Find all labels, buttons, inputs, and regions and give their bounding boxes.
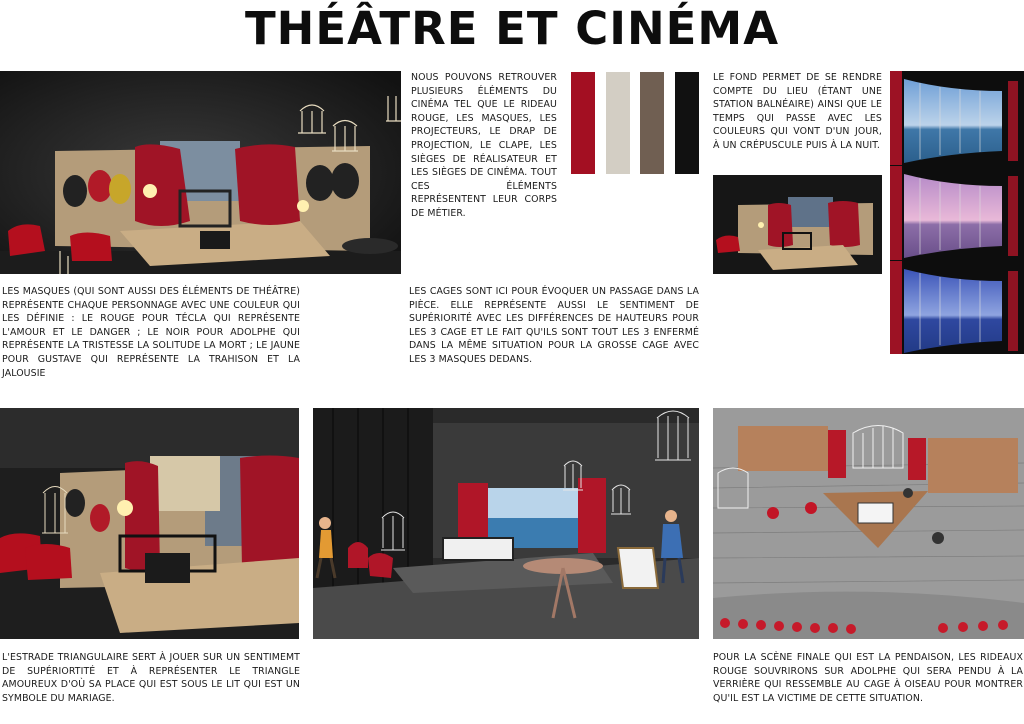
palette-swatch-brown (640, 72, 664, 174)
estrade-text: L'ESTRADE TRIANGULAIRE SERT À JOUER SUR UN SENTIMEMT DE SUPÉRIORTITÉ ET À REPRÉSENTER LE TRIANGLE AMOUREUX D'OÙ SA PLACE QUI EST SOUS LE LIT QUI EST UN SYMBOLE DU MARIAGE. (2, 652, 300, 704)
maquette-photo-small (713, 175, 882, 274)
masks-text: LES MASQUES (QUI SONT AUSSI DES ÉLÉMENTS DE THÉÂTRE) REPRÉSENTE CHAQUE PERSONNAGE AVEC UNE COULEUR QUI LES DÉFINIE : LE ROUGE POUR TÉCLA QUI REPRÉSENTE L'AMOUR ET LE DANGER ; LE NOIR POUR ADOLPHE QUI REPRÉSENTE LA TRISTESSE LA SOLITUDE LA MORT ; LE JAUNE POUR GUSTAVE QUI REPRÉSENTE LA TRAHISON ET LA JALOUSIE (2, 286, 300, 379)
palette-swatch-red (571, 72, 595, 174)
render-3d-photo (313, 408, 699, 639)
sketch-drawing (713, 408, 1024, 639)
palette-swatch-black (675, 72, 699, 174)
cages-text: LES CAGES SONT ICI POUR ÉVOQUER UN PASSAGE DANS LA PIÈCE. ELLE REPRÉSENTE AUSSI LE SENTIMENT DE SUPÉRIORITÉ AVEC LES DIFFÉRENCES DE HAUTEURS POUR LES 3 CAGE ET LE FAIT QU'ILS SONT TOUT LES 3 ENFERMÉ DANS LA MÊME SITUATION POUR LA GROSSE CAGE AVEC LES 3 MASQUES DEDANS. (409, 286, 699, 365)
page-title: THÉÂTRE ET CINÉMA (244, 2, 780, 55)
maquette-photo-estrade (0, 408, 299, 639)
intro-text: NOUS POUVONS RETROUVER PLUSIEURS ÉLÉMENTS DU CINÉMA TEL QUE LE RIDEAU ROUGE, LES MASQUES, LES PROJECTEURS, LE DRAP DE PROJECTION, LE CLAPE, LES SIÈGES DE RÉALISATEUR ET LES SIÈGES DE CINÉMA. TOUT CES ÉLÉMENTS REPRÉSENTENT LEUR CORPS DE MÉTIER. (411, 72, 557, 219)
backdrop-time-sequence (890, 71, 1024, 354)
palette-swatch-beige (606, 72, 630, 174)
background-text: LE FOND PERMET DE SE RENDRE COMPTE DU LIEU (ÉTANT UNE STATION BALNÉAIRE) AINSI QUE LE TEMPS QUI PASSE AVEC LES COULEURS QUI VONT D'UN JOUR, À UN CRÉPUSCULE PUIS À LA NUIT. (713, 72, 882, 151)
final-scene-text: POUR LA SCÈNE FINALE QUI EST LA PENDAISON, LES RIDEAUX ROUGE SOUVRIRONS SUR ADOLPHE QUI SERA PENDU À LA VERRIÈRE QUI RESSEMBLE AU CAGE À OISEAU POUR MONTRER QU'IL EST LA VICTIME DE CETTE SITUATION. (713, 652, 1023, 704)
maquette-photo-main (0, 71, 401, 274)
